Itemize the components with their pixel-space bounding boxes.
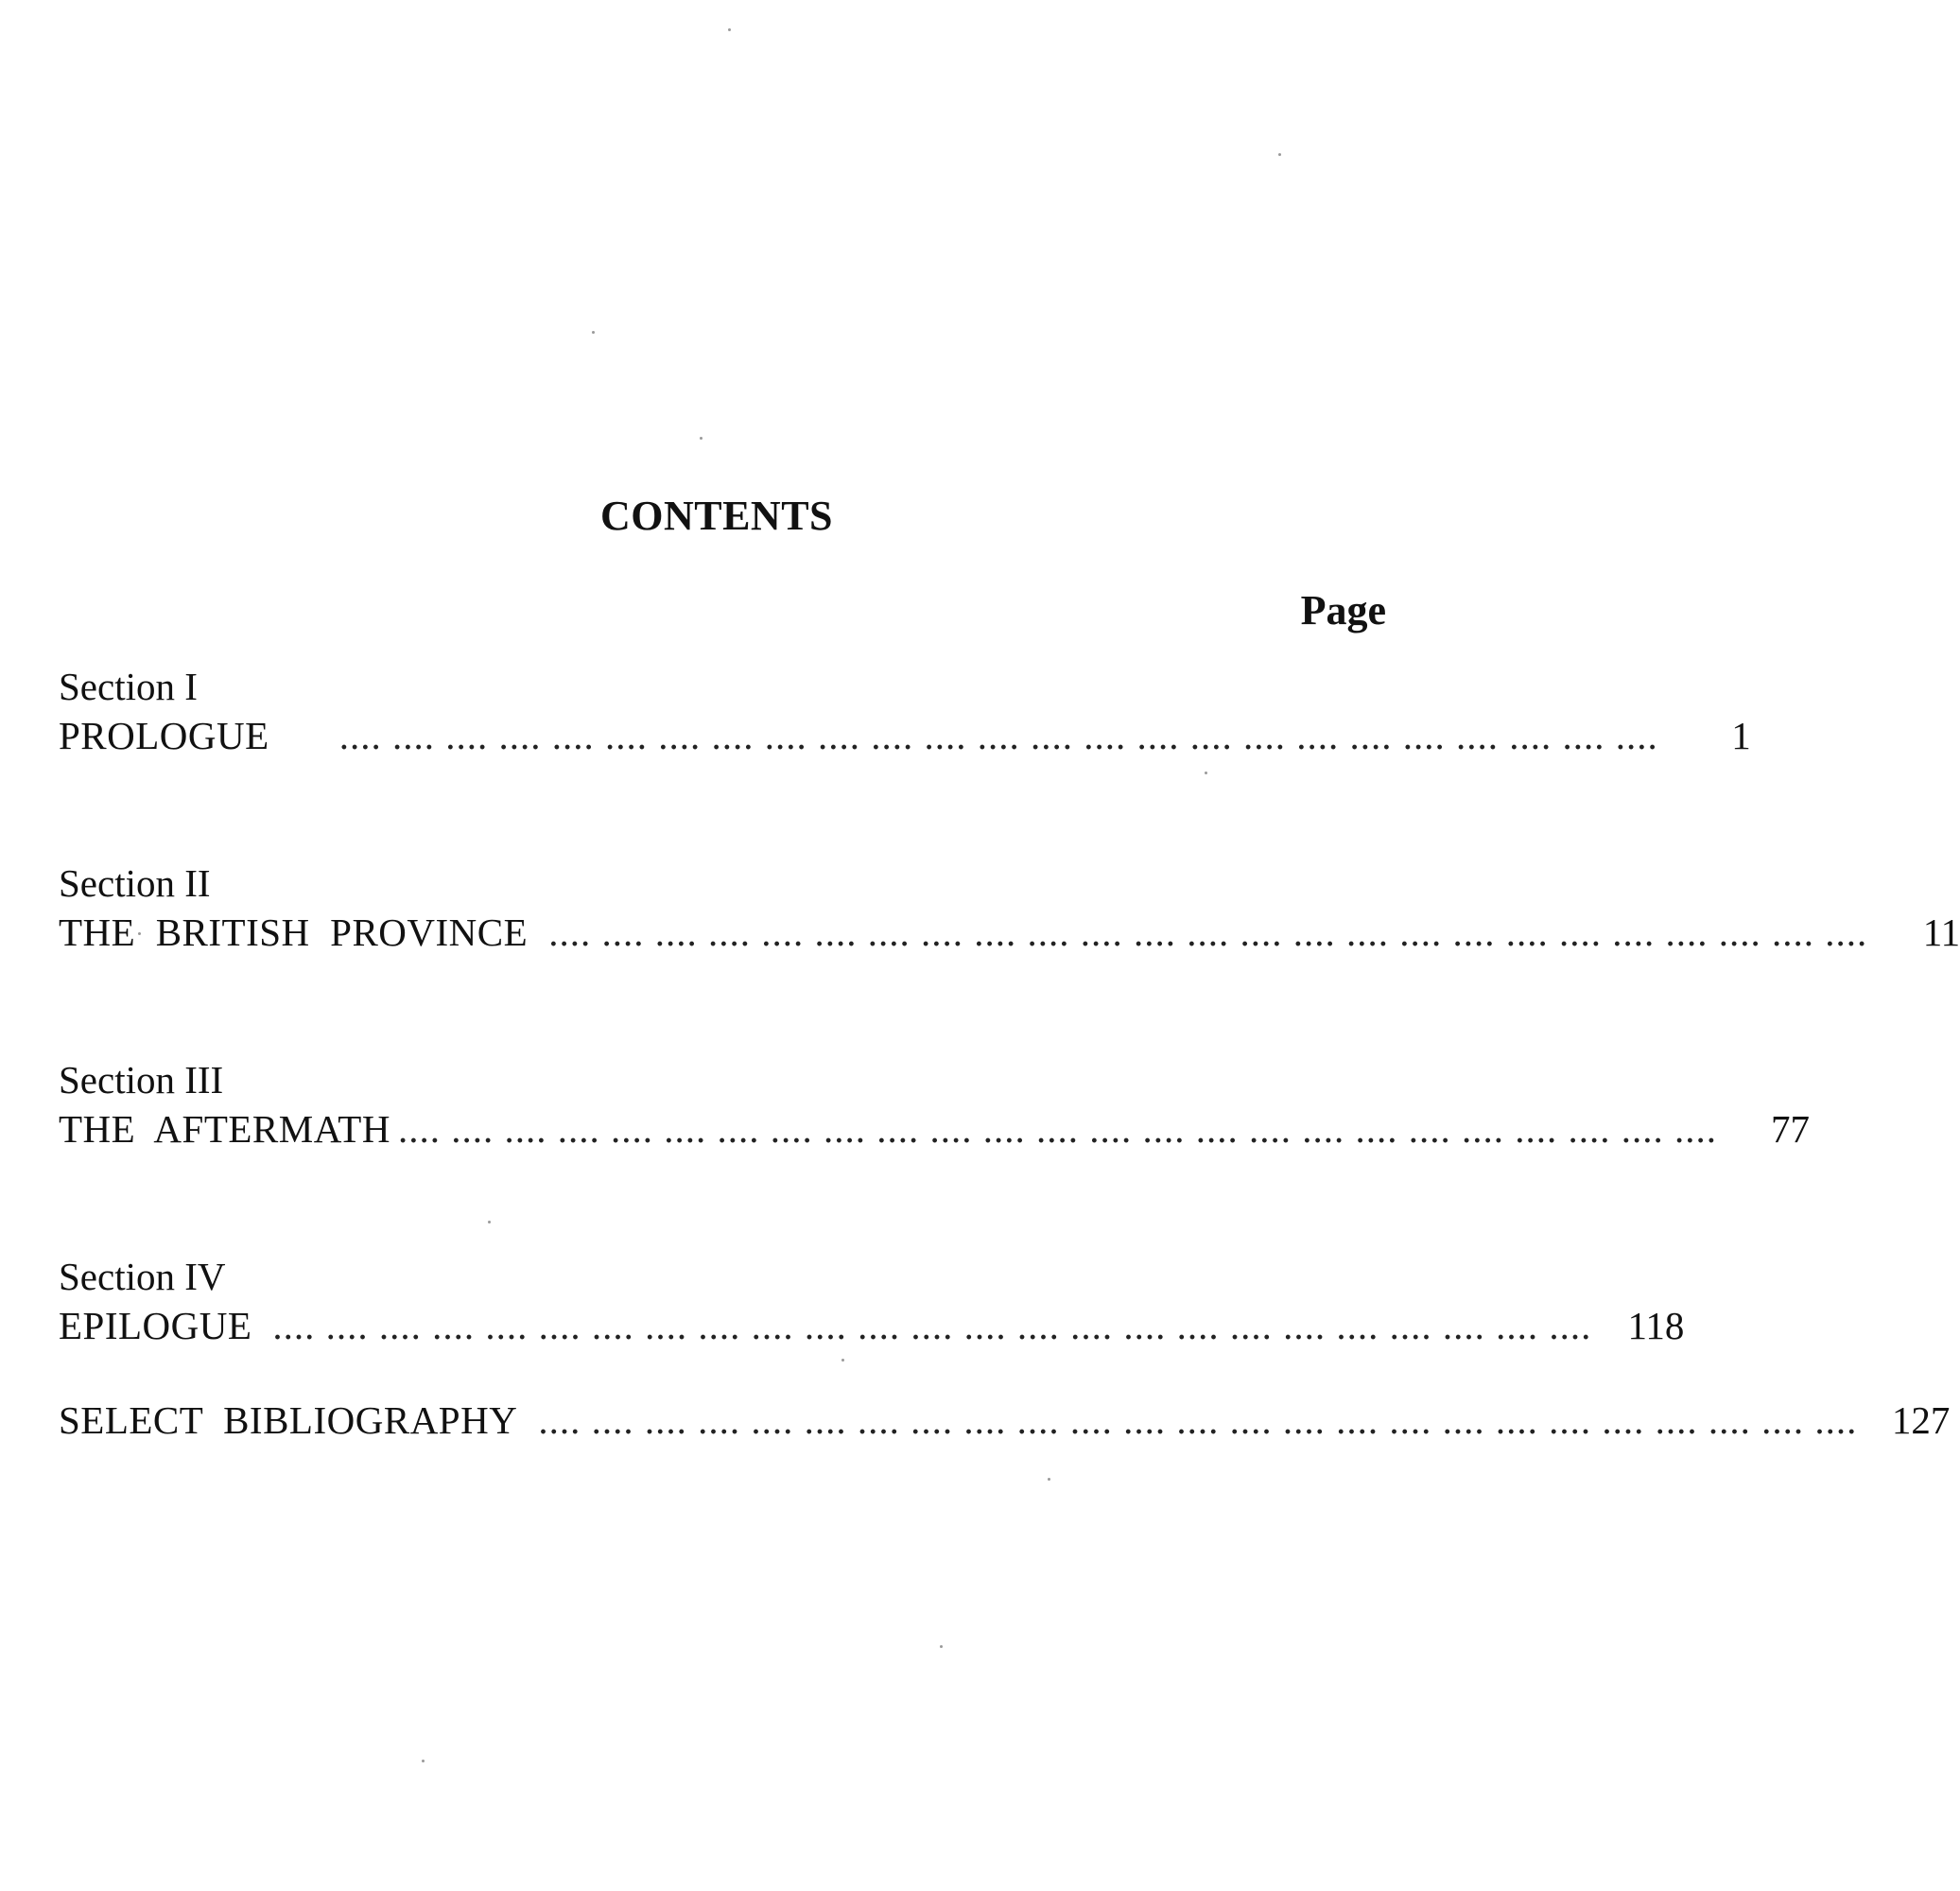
scan-speck [728, 28, 731, 31]
dot-leader: .... .... .... .... .... .... .... .... .... .... .... .... .... .... .... .... .... .... .... .... .... .... .... .... .... [397, 1107, 1717, 1151]
entry-title: EPILOGUE [59, 1304, 252, 1347]
page-column-header: Page [1300, 587, 1386, 633]
toc-line [59, 908, 1960, 957]
scan-speck [422, 1760, 425, 1762]
scan-speck [592, 331, 595, 334]
scan-speck [940, 1645, 943, 1648]
entry-title: SELECT BIBLIOGRAPHY [59, 1398, 518, 1442]
entry-page-number: 118 [1627, 1304, 1685, 1347]
dot-leader: .... .... .... .... .... .... .... .... .... .... .... .... .... .... .... .... .... .... .... .... .... .... .... .... .... [338, 714, 1658, 757]
scan-speck [1278, 153, 1281, 156]
section-label: Section IV [59, 1255, 226, 1298]
table-of-contents [59, 662, 1960, 1445]
entry-title: THE BRITISH PROVINCE [59, 911, 529, 954]
toc-entry [59, 662, 1751, 760]
section-label: Section III [59, 1058, 224, 1102]
dot-leader: .... .... .... .... .... .... .... .... .... .... .... .... .... .... .... .... .... .... .... .... .... .... .... .... .... [538, 1398, 1858, 1442]
page-title: CONTENTS [599, 493, 834, 539]
toc-entry [59, 1055, 1810, 1154]
entry-title: THE AFTERMATH [59, 1107, 390, 1151]
toc-line [59, 711, 1751, 760]
section-label: Section II [59, 861, 211, 905]
scan-speck [700, 437, 702, 440]
entry-page-number: 127 [1891, 1398, 1951, 1442]
toc-entry [59, 1396, 1951, 1445]
toc-line [59, 1104, 1810, 1154]
toc-entry [59, 859, 1960, 957]
toc-line [59, 1301, 1685, 1350]
toc-entry [59, 1252, 1685, 1350]
entry-page-number: 77 [1770, 1107, 1810, 1151]
dot-leader: .... .... .... .... .... .... .... .... .... .... .... .... .... .... .... .... .... .... .... .... .... .... .... .... .... [272, 1304, 1592, 1347]
entry-page-number: 1 [1731, 714, 1751, 757]
entry-page-number: 11 [1922, 911, 1960, 954]
dot-leader: .... .... .... .... .... .... .... .... .... .... .... .... .... .... .... .... .... .... .... .... .... .... .... .... .... [548, 911, 1868, 954]
toc-line [59, 1396, 1951, 1445]
scan-speck [1048, 1478, 1050, 1481]
entry-title: PROLOGUE [59, 714, 269, 757]
section-label: Section I [59, 665, 198, 708]
